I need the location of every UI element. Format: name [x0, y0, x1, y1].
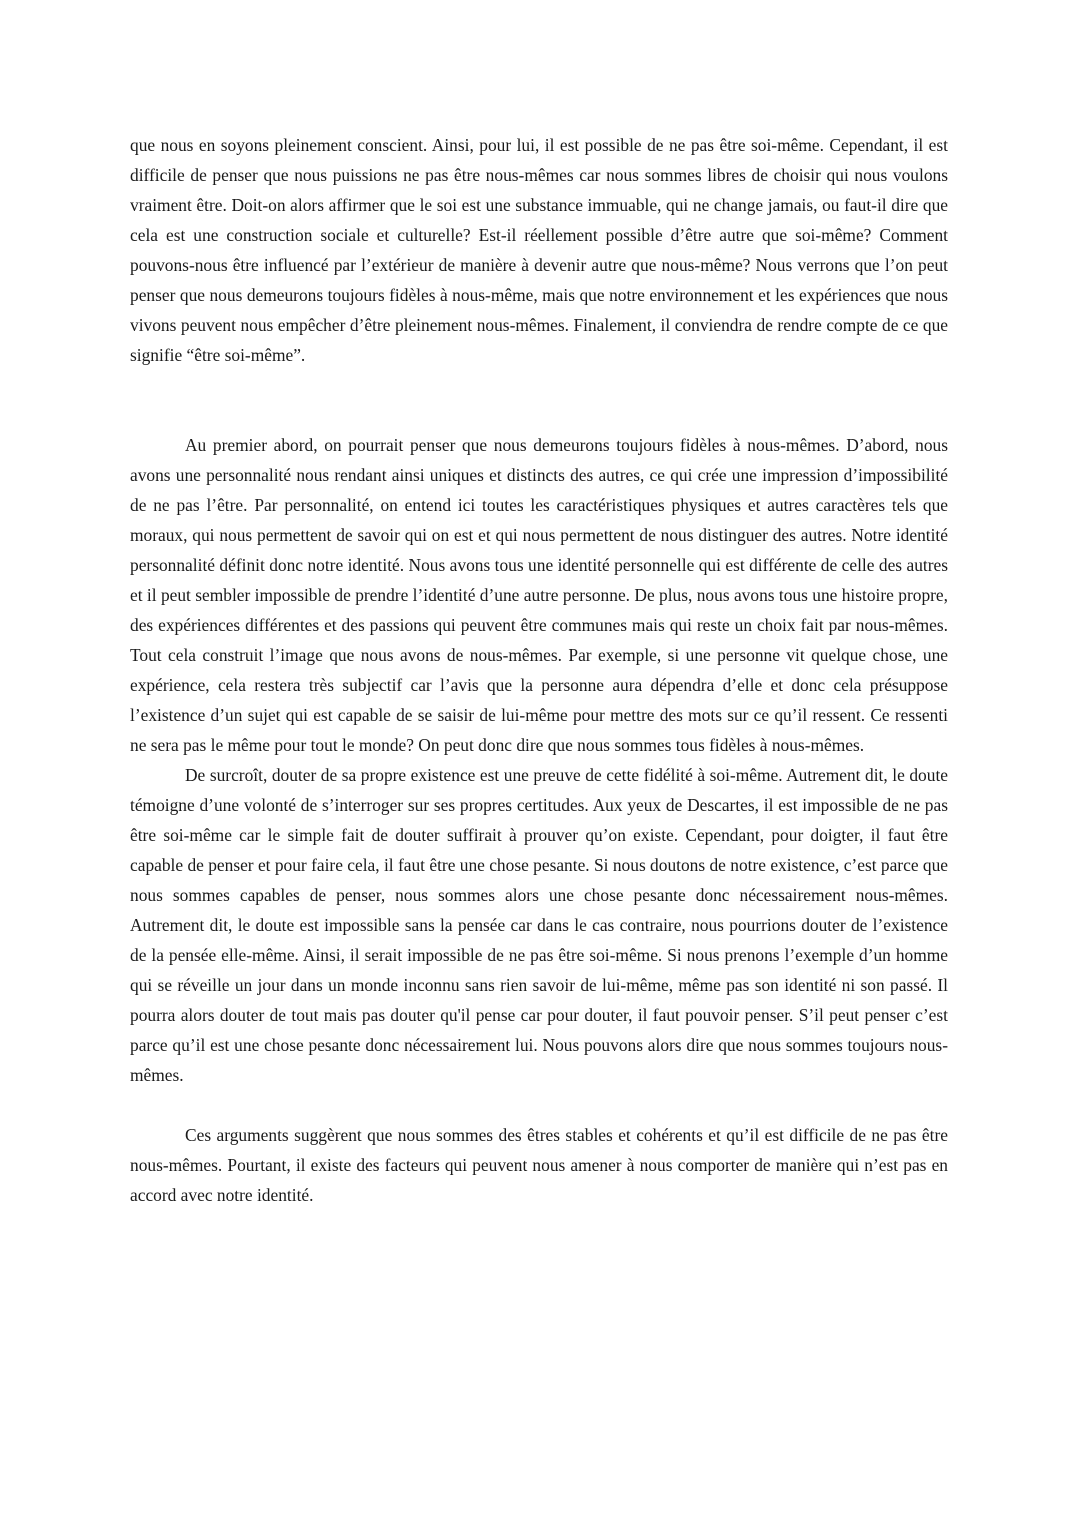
paragraph-introduction-end: que nous en soyons pleinement conscient. Ainsi, pour lui, il est possible de ne pas être soi-même. Cependant, il est difficile de penser que nous puissions ne pas être nous-mêmes car nous sommes libres de choisir qui nous voulons vraiment être. Doit-on alors affirmer que le soi est une substance immuable, qui ne change jamais, ou faut-il dire que cela est une construction sociale et culturelle? Est-il réellement possible d’être autre que soi-même? Comment pouvons-nous être influencé par l’extérieur de manière à devenir autre que nous-même? Nous verrons que l’on peut penser que nous demeurons toujours fidèles à nous-même, mais que notre environnement et les expériences que nous vivons peuvent nous empêcher d’être pleinement nous-mêmes. Finalement, il conviendra de rendre compte de ce que signifie “être soi-même”.: [130, 135, 948, 365]
paragraph-transition: Ces arguments suggèrent que nous sommes des êtres stables et cohérents et qu’il est difficile de ne pas être nous-mêmes. Pourtant, il existe des facteurs qui peuvent nous amener à nous comporter de manière qui n’est pas en accord avec notre identité.: [130, 1125, 948, 1205]
paragraph-descartes-doubt-argument: De surcroît, douter de sa propre existence est une preuve de cette fidélité à soi-même. Autrement dit, le doute témoigne d’une volonté de s’interroger sur ses propres certitudes. Aux yeux de Descartes, il est impossible de ne pas être soi-même car le simple fait de douter suffirait à prouver qu’on existe. Cependant, pour doigter, il faut être capable de penser et pour faire cela, il faut être une chose pesante. Si nous doutons de notre existence, c’est parce que nous sommes capables de penser, nous sommes alors une chose pesante donc nécessairement nous-mêmes. Autrement dit, le doute est impossible sans la pensée car dans le cas contraire, nous pourrions douter de l’existence de la pensée elle-même. Ainsi, il serait impossible de ne pas être soi-même. Si nous prenons l’exemple d’un homme qui se réveille un jour dans un monde inconnu sans rien savoir de lui-même, même pas son identité ni son passé. Il pourra alors douter de tout mais pas douter qu'il pense car pour douter, il faut pouvoir penser. S’il peut penser c’est parce qu’il est une chose pesante donc nécessairement lui. Nous pouvons alors dire que nous sommes toujours nous-mêmes.: [130, 765, 948, 1085]
document-page: [130, 130, 948, 1210]
paragraph-personality-argument: Au premier abord, on pourrait penser que nous demeurons toujours fidèles à nous-mêmes. D’abord, nous avons une personnalité nous rendant ainsi uniques et distincts des autres, ce qui crée une impression d’impossibilité de ne pas l’être. Par personnalité, on entend ici toutes les caractéristiques physiques et autres caractères tels que moraux, qui nous permettent de savoir qui on est et qui nous permettent de nous distinguer des autres. Notre identité personnalité définit donc notre identité. Nous avons tous une identité personnelle qui est différente de celle des autres et il peut sembler impossible de prendre l’identité d’une autre personne. De plus, nous avons tous une histoire propre, des expériences différentes et des passions qui peuvent être communes mais qui reste un choix fait par nous-mêmes. Tout cela construit l’image que nous avons de nous-mêmes. Par exemple, si une personne vit quelque chose, une expérience, cela restera très subjectif car l’avis que la personne aura dépendra d’elle et donc cela présuppose l’existence d’un sujet qui est capable de se saisir de lui-même pour mettre des mots sur ce qu’il ressent. Ce ressenti ne sera pas le même pour tout le monde? On peut donc dire que nous sommes tous fidèles à nous-mêmes.: [130, 435, 948, 755]
